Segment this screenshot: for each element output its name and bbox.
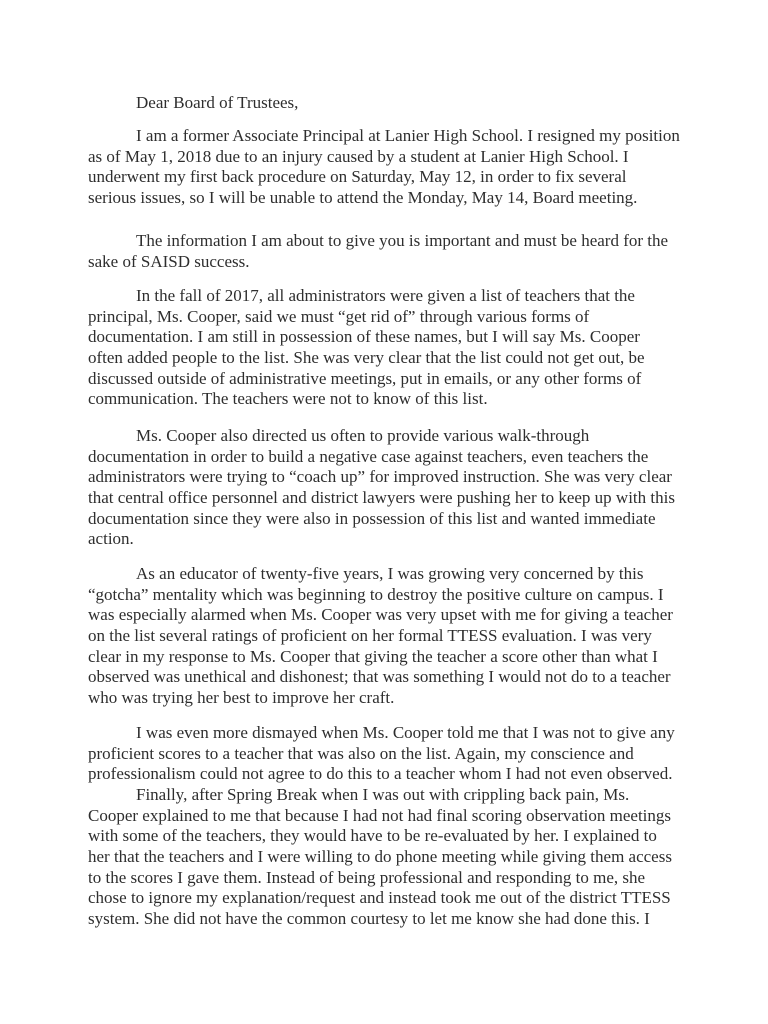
text-line: with some of the teachers, they would have to be re-evaluated by her. I explained to [88, 826, 657, 846]
text-line: communication. The teachers were not to know of this list. [88, 389, 488, 409]
paragraph-resignation [88, 126, 728, 209]
text-line: underwent my first back procedure on Saturday, May 12, in order to fix several [88, 167, 627, 187]
text-line: Finally, after Spring Break when I was out with crippling back pain, Ms. [136, 785, 630, 804]
text-line: as of May 1, 2018 due to an injury caused by a student at Lanier High School. I [88, 146, 629, 166]
text-line: action. [88, 529, 134, 549]
text-line: sake of SAISD success. [88, 251, 250, 271]
text-line: As an educator of twenty-five years, I was growing very concerned by this [136, 564, 644, 583]
paragraph-dismayed [88, 723, 728, 785]
text-line: I was even more dismayed when Ms. Cooper told me that I was not to give any [136, 723, 675, 742]
text-line: Ms. Cooper also directed us often to provide various walk-through [136, 426, 590, 445]
text-line: on the list several ratings of proficient on her formal TTESS evaluation. I was very [88, 625, 652, 645]
text-line: system. She did not have the common courtesy to let me know she had done this. I [88, 908, 650, 928]
paragraph-importance [88, 231, 728, 272]
text-line: I am a former Associate Principal at Lanier High School. I resigned my position [136, 126, 680, 145]
text-line: professionalism could not agree to do this to a teacher whom I had not even observed. [88, 764, 673, 784]
paragraph-teacher-list [88, 286, 728, 410]
text-line: observed was unethical and dishonest; that was something I would not do to a teacher [88, 667, 671, 687]
text-line: to the scores I gave them. Instead of being professional and responding to me, she [88, 867, 646, 887]
text-line: who was trying her best to improve her craft. [88, 687, 395, 707]
text-line: proficient scores to a teacher that was also on the list. Again, my conscience and [88, 743, 634, 763]
salutation [88, 93, 728, 114]
text-line: documentation since they were also in possession of this list and wanted immediate [88, 508, 656, 528]
text-line: her that the teachers and I were willing to do phone meeting while giving them access [88, 846, 672, 866]
paragraph-spring-break [88, 785, 728, 929]
text-line: administrators were trying to “coach up” for improved instruction. She was very clear [88, 467, 672, 487]
text-line: chose to ignore my explanation/request and instead took me out of the district TTESS [88, 888, 671, 908]
text-line: documentation. I am still in possession of these names, but I will say Ms. Cooper [88, 327, 640, 347]
text-line: was especially alarmed when Ms. Cooper was very upset with me for giving a teacher [88, 605, 673, 625]
text-line: that central office personnel and district lawyers were pushing her to keep up with this [88, 487, 675, 507]
text-line: The information I am about to give you is important and must be heard for the [136, 231, 669, 250]
text-line: In the fall of 2017, all administrators were given a list of teachers that the [136, 286, 635, 305]
paragraph-documentation [88, 426, 728, 550]
text-line: documentation in order to build a negative case against teachers, even teachers the [88, 446, 649, 466]
text-line: serious issues, so I will be unable to attend the Monday, May 14, Board meeting. [88, 187, 638, 207]
text-line: Cooper explained to me that because I had not had final scoring observation meetings [88, 805, 672, 825]
text-line: “gotcha” mentality which was beginning to destroy the positive culture on campus. I [88, 584, 664, 604]
salutation-line: Dear Board of Trustees, [136, 93, 299, 112]
text-line: clear in my response to Ms. Cooper that giving the teacher a score other than what I [88, 646, 658, 666]
text-line: often added people to the list. She was very clear that the list could not get out, be [88, 347, 645, 367]
text-line: discussed outside of administrative meetings, put in emails, or any other forms of [88, 368, 642, 388]
text-line: principal, Ms. Cooper, said we must “get rid of” through various forms of [88, 306, 590, 326]
paragraph-educator-concern [88, 564, 728, 708]
